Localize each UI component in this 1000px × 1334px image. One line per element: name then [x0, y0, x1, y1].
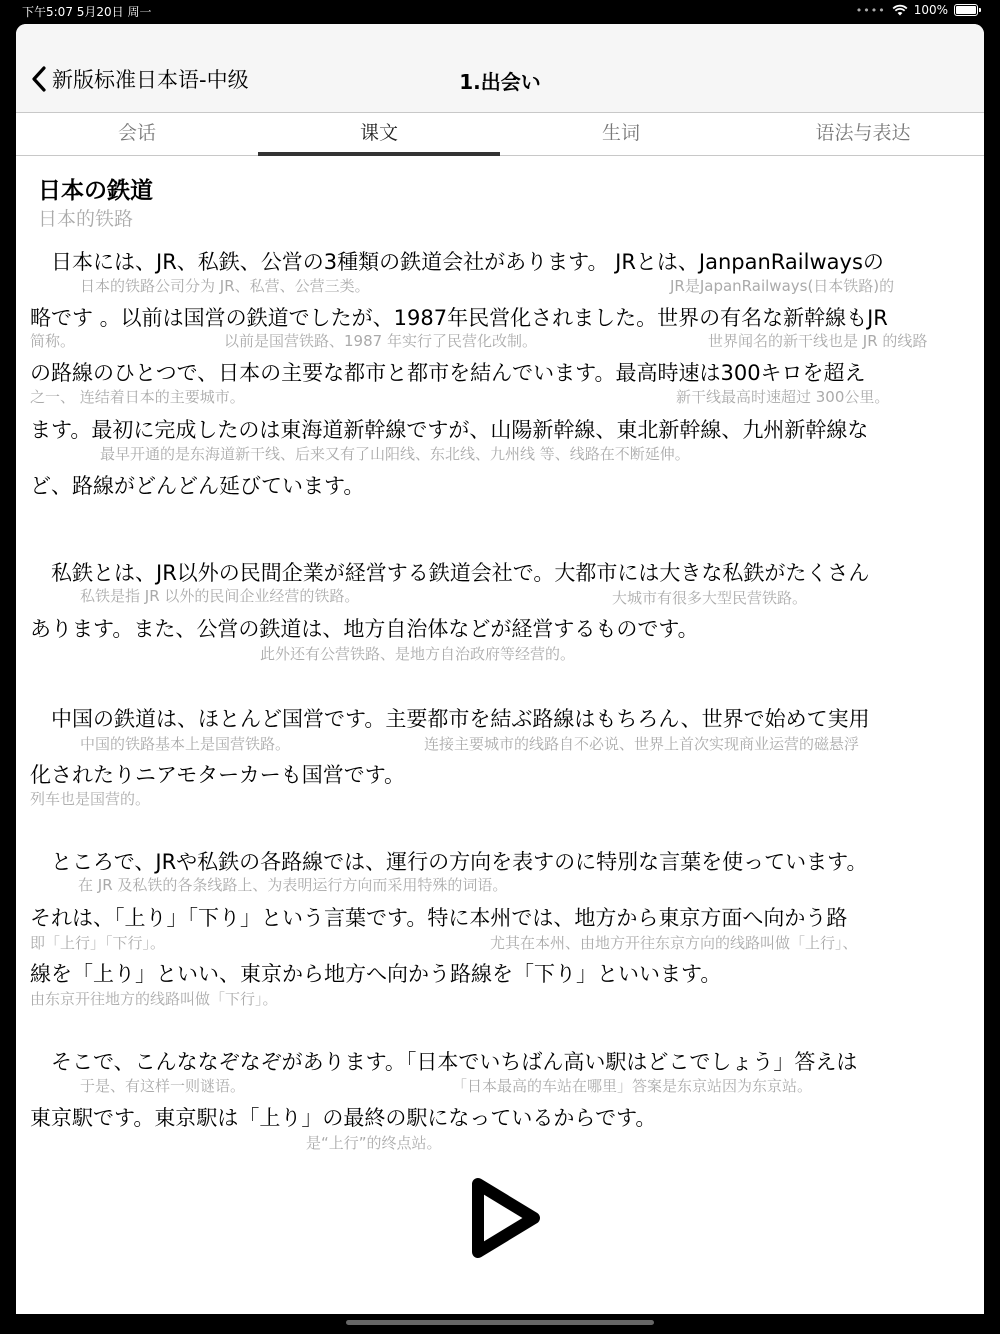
segment-tabs	[16, 113, 984, 156]
translation-line: 尤其在本州、由地方开往东京方向的线路叫做「上行」、	[490, 934, 858, 952]
translation-line: 最早开通的是东海道新干线、后来又有了山阳线、东北线、九州线 等、线路在不断延伸。	[100, 445, 690, 463]
text-line: 中国の鉄道は、ほとんど国営です。主要都市を結ぶ路線はもちろん、世界で始めて実用	[30, 707, 870, 731]
translation-line: 以前是国营铁路、1987 年实行了民营化改制。	[224, 332, 537, 350]
text-line: の路線のひとつで、日本の主要な都市と都市を結んでいます。最高時速は300キロを超え	[30, 361, 866, 385]
translation-line: 即「上行」「下行」。	[30, 934, 166, 952]
translation-line: 大城市有很多大型民营铁路。	[612, 589, 808, 607]
play-icon[interactable]	[468, 1176, 542, 1260]
back-label: 新版标准日本语-中级	[52, 68, 249, 92]
translation-line: 之一、 连结着日本的主要城市。	[30, 388, 245, 406]
page-title: 1.出会い	[459, 70, 541, 94]
status-bar	[0, 0, 1000, 24]
translation-line: 在 JR 及私铁的各条线路上、为表明运行方向而采用特殊的词语。	[78, 876, 508, 894]
text-line: 略です 。以前は国営の鉄道でしたが、1987年民営化されました。世界の有名な新幹線もJR	[30, 306, 888, 330]
multitasking-dots-icon: ••••	[855, 3, 886, 17]
text-line: 東京駅です。東京駅は「上り」の最終の駅になっているからです。	[30, 1106, 657, 1130]
text-line: 日本には、JR、私鉄、公営の3種類の鉄道会社があります。 JRとは、JanpanRailwaysの	[30, 250, 884, 274]
text-line: そこで、こんななぞなぞがあります。「日本でいちばん高い駅はどこでしょう」答えは	[30, 1050, 858, 1074]
translation-line: 简称。	[30, 332, 76, 350]
translation-line: 是“上行”的终点站。	[306, 1134, 442, 1152]
translation-line: 连接主要城市的线路自不必说、世界上首次实现商业运营的磁悬浮	[424, 735, 860, 753]
tab-text[interactable]: 课文	[258, 113, 500, 155]
translation-line: 列车也是国营的。	[30, 790, 151, 808]
battery-percent: 100%	[913, 3, 948, 17]
battery-icon	[954, 4, 978, 16]
article-subtitle: 日本的铁路	[38, 208, 134, 230]
wifi-icon	[892, 4, 908, 16]
text-line: あります。また、公営の鉄道は、地方自治体などが経営するものです。	[30, 617, 699, 641]
translation-line: 日本的铁路公司分为 JR、私营、公营三类。	[80, 277, 370, 295]
text-line: 線を「上り」といい、東京から地方へ向かう路線を「下り」といいます。	[30, 962, 722, 986]
text-line: ところで、JRや私鉄の各路線では、運行の方向を表すのに特別な言葉を使っています。	[30, 850, 868, 874]
translation-line: 此外还有公营铁路、是地方自治政府等经营的。	[260, 645, 576, 663]
status-right	[856, 3, 978, 17]
tab-vocabulary[interactable]: 生词	[601, 122, 640, 144]
tab-grammar[interactable]: 语法与表达	[815, 122, 911, 144]
tab-conversation[interactable]: 会话	[117, 122, 156, 144]
text-line: 私鉄とは、JR以外の民間企業が経営する鉄道会社で。大都市には大きな私鉄がたくさん	[30, 561, 870, 585]
translation-line: 于是、有这样一则谜语。	[80, 1077, 246, 1095]
text-line: それは、「上り」「下り」という言葉です。特に本州では、地方から東京方面へ向かう路	[30, 906, 848, 930]
translation-line: 中国的铁路基本上是国营铁路。	[80, 735, 291, 753]
translation-line: 新干线最高时速超过 300公里。	[676, 388, 890, 406]
article-title: 日本の鉄道	[38, 178, 153, 204]
translation-line: 由东京开往地方的线路叫做「下行」。	[30, 990, 278, 1008]
translation-line: JR是JapanRailways(日本铁路)的	[670, 277, 895, 295]
translation-line: 私铁是指 JR 以外的民间企业经营的铁路。	[80, 587, 360, 605]
navigation-bar	[16, 24, 984, 113]
text-line: 化されたりニアモターカーも国営です。	[30, 763, 406, 787]
text-line: ます。最初に完成したのは東海道新幹線ですが、山陽新幹線、東北新幹線、九州新幹線な	[30, 418, 869, 442]
home-indicator[interactable]	[346, 1320, 654, 1325]
translation-line: 「日本最高的车站在哪里」答案是东京站因为东京站。	[452, 1077, 813, 1095]
app-sheet	[16, 24, 984, 1314]
translation-line: 世界闻名的新干线也是 JR 的线路	[708, 332, 928, 350]
text-line: ど、路線がどんどん延びています。	[30, 474, 365, 498]
status-time-date: 下午5:07 5月20日 周一	[22, 5, 152, 19]
article-content	[16, 156, 984, 1314]
